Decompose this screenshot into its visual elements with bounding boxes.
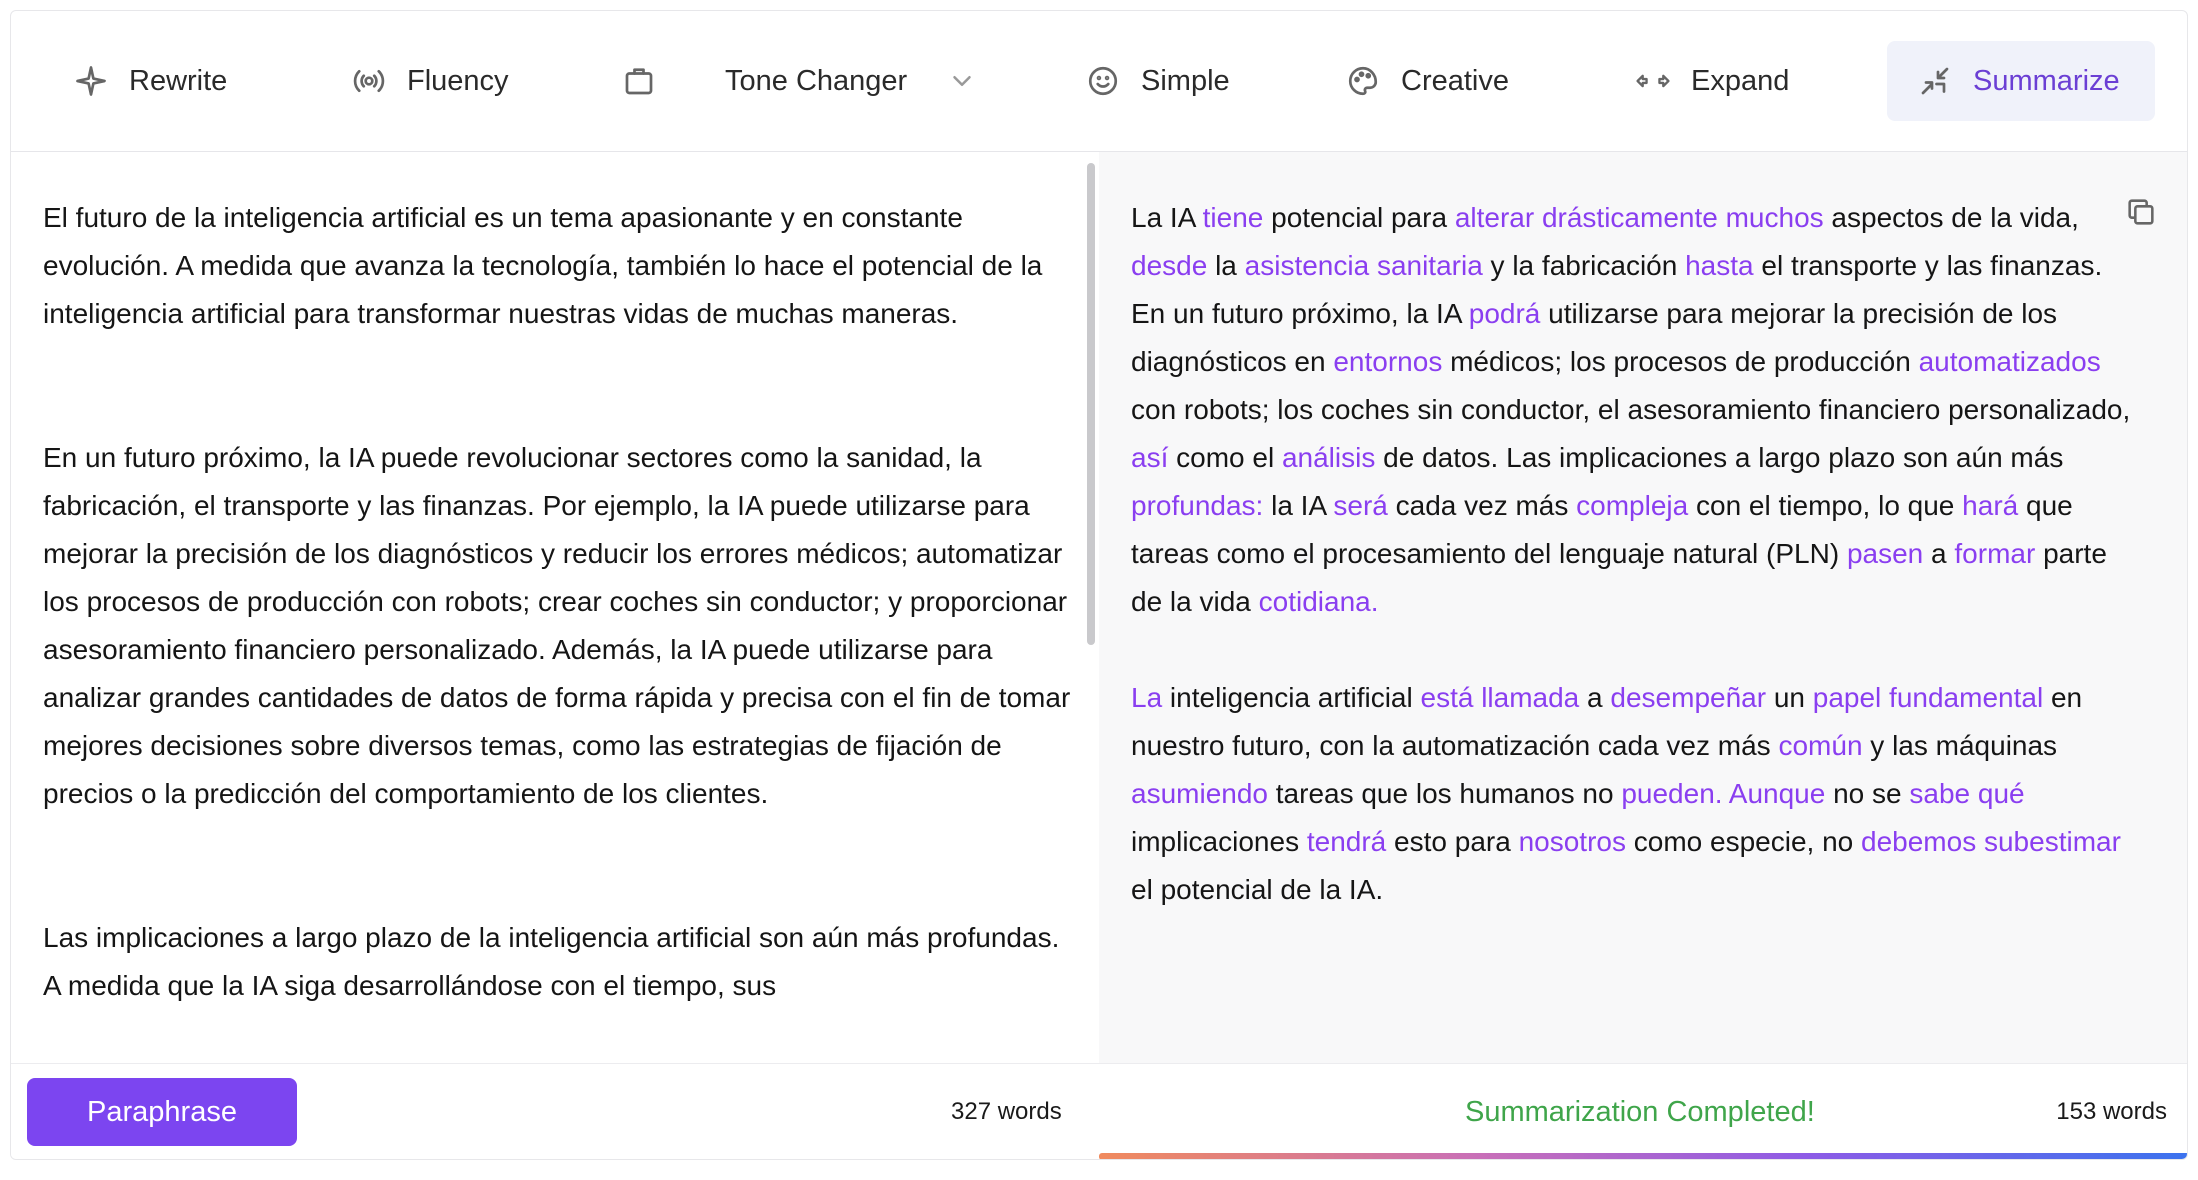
changed-phrase: sabe qué — [1909, 778, 2025, 809]
changed-phrase: asumiendo — [1131, 778, 1268, 809]
changed-phrase: La — [1131, 682, 1163, 713]
unchanged-text: y las máquinas — [1862, 730, 2058, 761]
changed-phrase: cotidiana. — [1258, 586, 1379, 617]
unchanged-text: la IA — [1263, 490, 1334, 521]
status-message: Summarization Completed! — [1465, 1096, 1815, 1128]
unchanged-text: de datos. Las implicaciones a largo plazo son aún más — [1375, 442, 2064, 473]
mode-simple-label: Simple — [1141, 64, 1230, 97]
changed-phrase: entornos — [1333, 346, 1443, 377]
palette-icon — [1341, 59, 1385, 103]
input-text-pane[interactable] — [11, 152, 1099, 1063]
unchanged-text: a — [1923, 538, 1955, 569]
unchanged-text: como el — [1168, 442, 1282, 473]
unchanged-text: el potencial de la IA. — [1131, 874, 1384, 905]
unchanged-text: cada vez más — [1387, 490, 1577, 521]
input-text-area[interactable] — [43, 194, 1073, 1063]
copy-button[interactable] — [2121, 192, 2161, 232]
input-paragraph: En un futuro próximo, la IA puede revolucionar sectores como la sanidad, la fabricación, el transporte y las finanzas. Por ejemplo, la IA puede utilizarse para mejorar la precisión de los diagnósticos y reducir los errores médicos; automatizar los procesos de producción con robots; crear coches sin conductor; y proporcionar asesoramiento financiero personalizado. Además, la IA puede utilizarse para analizar grandes cantidades de datos de forma rápida y precisa con el fin de tomar mejores decisiones sobre diversos temas, como las estrategias de fijación de precios o la predicción del comportamiento de los clientes. — [43, 442, 1071, 809]
mode-expand-button[interactable] — [1631, 41, 1831, 121]
unchanged-text: con robots; los coches sin conductor, el asesoramiento financiero personalizado, — [1131, 394, 2131, 425]
unchanged-text: con el tiempo, lo que — [1688, 490, 1963, 521]
input-word-count: 327 words — [951, 1098, 1062, 1125]
changed-phrase: así — [1131, 442, 1169, 473]
changed-phrase: compleja — [1576, 490, 1689, 521]
unchanged-text: parte de la vida — [1131, 538, 2107, 617]
changed-phrase: análisis — [1281, 442, 1376, 473]
output-word-count: 153 words — [2056, 1098, 2167, 1125]
changed-phrase: pueden. Aunque — [1621, 778, 1826, 809]
briefcase-icon — [617, 59, 661, 103]
mode-rewrite-button[interactable] — [69, 41, 269, 121]
changed-phrase: tendrá — [1306, 826, 1387, 857]
changed-phrase: desde — [1131, 250, 1208, 281]
output-paragraph — [1131, 674, 2141, 914]
unchanged-text: La IA — [1131, 202, 1203, 233]
output-text-area — [1131, 194, 2141, 962]
smiley-icon — [1081, 59, 1125, 103]
mode-fluency-label: Fluency — [407, 64, 509, 97]
input-paragraph: El futuro de la inteligencia artificial es un tema apasionante y en constante evolución. A medida que avanza la tecnología, también lo hace el potencial de la inteligencia artificial para transformar nuestras vidas de muchas maneras. — [43, 202, 1043, 329]
mode-creative-label: Creative — [1401, 64, 1509, 97]
unchanged-text: y la fabricación — [1482, 250, 1686, 281]
mode-rewrite-label: Rewrite — [129, 64, 228, 97]
changed-phrase: debemos subestimar — [1861, 826, 2121, 857]
output-paragraph — [1131, 194, 2141, 626]
tone-changer-dropdown[interactable] — [617, 41, 1007, 121]
expand-arrows-icon — [1631, 59, 1675, 103]
input-paragraph: Las implicaciones a largo plazo de la inteligencia artificial son aún más profundas. A medida que la IA siga desarrollándose con el tiempo, sus — [43, 922, 1060, 1001]
paraphraser-app — [10, 10, 2188, 1160]
changed-phrase: hará — [1962, 490, 2019, 521]
unchanged-text: la — [1207, 250, 1245, 281]
changed-phrase: pasen — [1846, 538, 1924, 569]
progress-bar — [1099, 1153, 2188, 1160]
unchanged-text: inteligencia artificial — [1162, 682, 1421, 713]
changed-phrase: alterar drásticamente muchos — [1454, 202, 1824, 233]
changed-phrase: podrá — [1468, 298, 1541, 329]
unchanged-text: implicaciones — [1131, 826, 1307, 857]
changed-phrase: papel fundamental — [1812, 682, 2044, 713]
changed-phrase: será — [1333, 490, 1388, 521]
mode-expand-label: Expand — [1691, 64, 1790, 97]
changed-phrase: asistencia sanitaria — [1244, 250, 1483, 281]
unchanged-text: en nuestro futuro, con la automatización cada vez más — [1131, 682, 2083, 761]
unchanged-text: esto para — [1386, 826, 1519, 857]
unchanged-text: un — [1766, 682, 1813, 713]
mode-summarize-label: Summarize — [1973, 64, 2120, 97]
copy-icon — [2124, 195, 2158, 229]
unchanged-text: como especie, no — [1625, 826, 1862, 857]
input-scrollbar[interactable] — [1087, 163, 1095, 645]
mode-simple-button[interactable] — [1081, 41, 1271, 121]
unchanged-text: el transporte y las finanzas. En un futuro próximo, la IA — [1131, 250, 2103, 329]
unchanged-text: utilizarse para mejorar la precisión de los diagnósticos en — [1131, 298, 2058, 377]
changed-phrase: tiene — [1202, 202, 1264, 233]
sparkle-icon — [69, 59, 113, 103]
changed-phrase: automatizados — [1918, 346, 2101, 377]
unchanged-text: que tareas como el procesamiento del lenguaje natural (PLN) — [1131, 490, 2073, 569]
mode-fluency-button[interactable] — [347, 41, 547, 121]
unchanged-text: no se — [1825, 778, 1910, 809]
footer-bar — [11, 1063, 2187, 1160]
changed-phrase: común — [1778, 730, 1863, 761]
changed-phrase: nosotros — [1518, 826, 1626, 857]
mode-summarize-button[interactable] — [1887, 41, 2155, 121]
output-text-pane — [1099, 152, 2188, 1063]
unchanged-text: potencial para — [1263, 202, 1455, 233]
changed-phrase: desempeñar — [1610, 682, 1767, 713]
unchanged-text: a — [1579, 682, 1611, 713]
unchanged-text: tareas que los humanos no — [1267, 778, 1622, 809]
chevron-down-icon — [947, 66, 977, 96]
changed-phrase: está llamada — [1420, 682, 1580, 713]
tone-changer-label: Tone Changer — [725, 64, 908, 97]
mode-creative-button[interactable] — [1341, 41, 1561, 121]
unchanged-text: aspectos de la vida, — [1823, 202, 2079, 233]
changed-phrase: hasta — [1685, 250, 1754, 281]
collapse-arrows-icon — [1913, 59, 1957, 103]
mode-toolbar — [11, 11, 2187, 152]
changed-phrase: profundas: — [1131, 490, 1264, 521]
broadcast-icon — [347, 59, 391, 103]
changed-phrase: formar — [1954, 538, 2036, 569]
paraphrase-button[interactable]: Paraphrase — [27, 1078, 297, 1146]
unchanged-text: médicos; los procesos de producción — [1442, 346, 1919, 377]
